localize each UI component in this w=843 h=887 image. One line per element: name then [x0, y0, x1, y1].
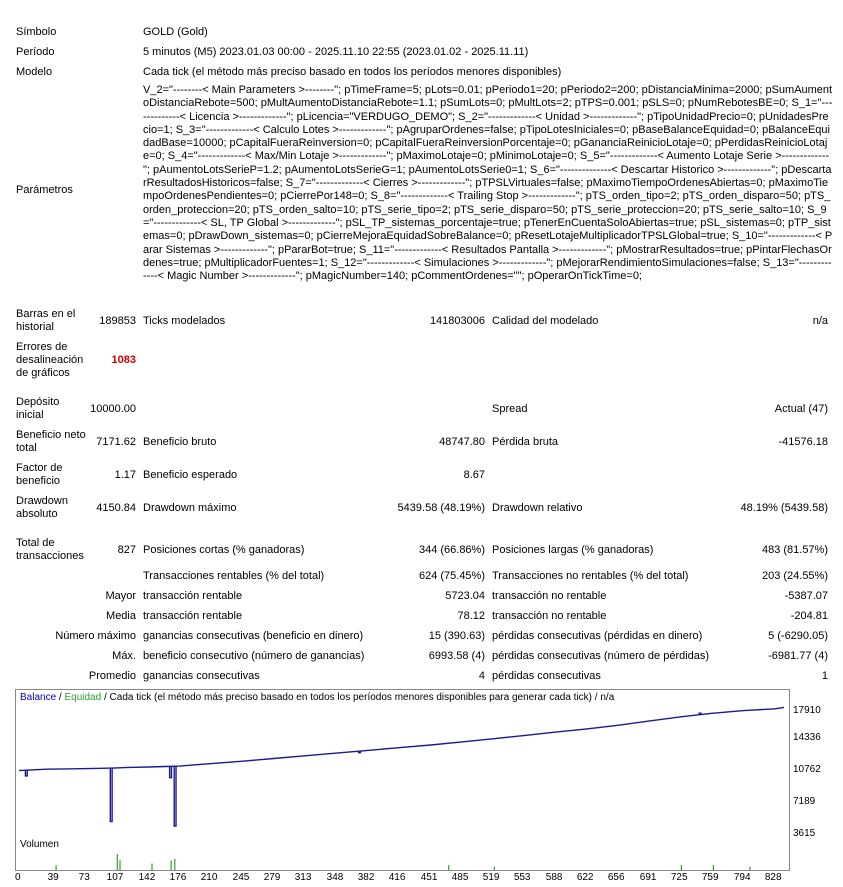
no-rentables-value: 203 (24.55%)	[761, 570, 828, 582]
x-tick-label: 519	[482, 872, 500, 883]
max-per-label: pérdidas consecutivas (número de pérdidas)	[492, 650, 710, 662]
legend-description: Cada tick (el método más preciso basado en todos los períodos menores disponibles para generar cada tick) / n/a	[109, 692, 615, 703]
y-tick-label: 14336	[793, 732, 821, 743]
simbolo-label: Símbolo	[16, 26, 57, 38]
legend-balance: Balance	[20, 692, 57, 703]
promedio-gan-label: ganancias consecutivas	[143, 670, 260, 682]
beneficio-neto-value: 7171.62	[96, 436, 136, 448]
drawdown-spike	[110, 768, 112, 822]
spread-label: Spread	[492, 403, 528, 415]
parametros-label: Parámetros	[16, 184, 73, 196]
barras-label: Barras en el historial	[16, 308, 76, 333]
drawdown-spike	[174, 766, 176, 826]
largas-label: Posiciones largas (% ganadoras)	[492, 544, 654, 556]
x-tick-label: 588	[545, 872, 563, 883]
beneficio-bruto-value: 48747.80	[439, 436, 485, 448]
periodo-label: Período	[16, 46, 55, 58]
mayor-norent-value: -5387.07	[784, 590, 828, 602]
volume-bar	[448, 865, 449, 870]
ticks-label: Ticks modelados	[143, 315, 226, 327]
media-label: Media	[106, 610, 136, 622]
x-tick-label: 416	[388, 872, 406, 883]
x-tick-label: 210	[200, 872, 218, 883]
promedio-per-value: 1	[821, 670, 828, 682]
x-tick-label: 107	[106, 872, 124, 883]
nummax-gan-value: 15 (390.63)	[428, 630, 485, 642]
drawdown-spike	[170, 766, 172, 777]
simbolo-value: GOLD (Gold)	[143, 26, 208, 38]
max-per-value: -6981.77 (4)	[768, 650, 828, 662]
nummax-per-value: 5 (-6290.05)	[768, 630, 828, 642]
x-tick-label: 142	[138, 872, 156, 883]
nummax-label: Número máximo	[55, 630, 136, 642]
y-tick-label: 17910	[793, 705, 821, 716]
media-norent-value: -204.81	[790, 610, 828, 622]
perdida-bruta-value: -41576.18	[778, 436, 828, 448]
mayor-rent-value: 5723.04	[445, 590, 485, 602]
barras-value: 189853	[99, 315, 136, 327]
media-norent-label: transacción no rentable	[492, 610, 607, 622]
volume-chart-svg	[16, 837, 789, 870]
x-tick-label: 759	[701, 872, 719, 883]
calidad-value: n/a	[812, 315, 828, 327]
balance-chart-svg	[16, 690, 789, 838]
volume-bar	[681, 865, 682, 870]
rentables-value: 624 (75.45%)	[418, 570, 485, 582]
volume-bar	[713, 865, 714, 870]
legend-separator: /	[101, 692, 110, 703]
largas-value: 483 (81.57%)	[761, 544, 828, 556]
beneficio-bruto-label: Beneficio bruto	[143, 436, 217, 448]
modelo-label: Modelo	[16, 66, 53, 78]
drawdown-spike	[25, 770, 27, 776]
dd-rel-label: Drawdown relativo	[492, 502, 583, 514]
ticks-value: 141803006	[429, 315, 485, 327]
cortas-label: Posiciones cortas (% ganadoras)	[143, 544, 305, 556]
volume-bar	[749, 867, 750, 870]
perdida-bruta-label: Pérdida bruta	[492, 436, 559, 448]
media-rent-label: transacción rentable	[143, 610, 243, 622]
x-tick-label: 691	[639, 872, 657, 883]
x-tick-label: 553	[513, 872, 531, 883]
beneficio-neto-label: Beneficio neto total	[16, 429, 86, 454]
mayor-rent-label: transacción rentable	[143, 590, 243, 602]
spread-value: Actual (47)	[774, 403, 828, 415]
y-tick-label: 10762	[793, 764, 821, 775]
x-tick-label: 73	[78, 872, 90, 883]
legend-equidad: Equidad	[64, 692, 102, 703]
x-tick-label: 622	[576, 872, 594, 883]
total-trans-value: 827	[117, 544, 136, 556]
no-rentables-label: Transacciones no rentables (% del total)	[492, 570, 689, 582]
factor-value: 1.17	[114, 469, 136, 481]
dd-abs-label: Drawdown absoluto	[16, 495, 68, 520]
x-tick-label: 656	[607, 872, 625, 883]
nummax-gan-label: ganancias consecutivas (beneficio en dinero)	[143, 630, 364, 642]
nummax-per-label: pérdidas consecutivas (pérdidas en dinero)	[492, 630, 703, 642]
volume-label: Volumen	[20, 839, 59, 850]
x-tick-label: 828	[764, 872, 782, 883]
parametros-value: V_2="--------< Main Parameters >--------"; pTimeFrame=5; pLots=0.01; pPeriodo1=20; pPeriodo2=200; pDistanciaMinima=2000; pSumAumentoDistanciaRebote=500; pMultAumentoDistanciaRebote=1.1; pSumLots=0; pMultLots=2; pTPS=0.001; pSLS=0; pNumRebotesBE=0; S_1="-------------< Licencia >-------------"; pLicencia="VERDUGO_DEMO"; S_2="-------------< Unidad >-------------"; pTipoUnidadPrecio=0; pUnidadesPrecio=1; S_3="-------------< Calculo Lotes >-------------"; pAgruparOrdenes=false; pTipoLotesIniciales=0; pBaseBalanceEquidad=0; pBalanceEquidadBase=10000; pCapitalFueraReinversion=0; pCapitalFueraReinversionPorcentaje=0; pGananciaReinicioLotaje=0; pPerdidasReinicioLotaje=0; S_4="-------------< Max/Min Lotaje >-------------"; pMaximoLotaje=0; pMinimoLotaje=0; S_5="-------------< Aumento Lotaje Serie >-------------"; pAumentoLotsSerieP=1.2; pAumentoLotsSerieG=1; pAumentoLotsSerie0=1; S_6="--------------< Descartar Historico >-------------"; pDescartarResultadosHistoricos=false; S_7="-------------< Cierres >-------------"; pTPSLVirtuales=false; pMaximoTiempoOrdenesAbiertas=0; pMaximoTiempoOrdenesPendientes=0; pCierrePor148=0; S_8="-------------< Trailing Stop >-------------"; pTS_orden_tipo=2; pTS_orden_disparo=50; pTS_orden_proteccion=20; pTS_orden_salto=10; pTS_serie_tipo=2; pTS_serie_disparo=50; pTS_serie_proteccion=20; pTS_serie_salto=10; S_9="-------------< SL, TP Global >-------------"; pSL_TP_sistemas_porcentaje=true; pTenerEnCuentaSoloAbiertas=true; pSL_sistemas=0; pTP_sistemas=0; pDrawDown_sistemas=0; pCierreMejoraEquidadSobreBalance=0; pResetLotajeMultiplicadorTPSLGlobal=true; S_10="-------------< Parar Sistemas >-------------"; pPararBot=true; S_11="-------------< Resultados Pantalla >-------------"; pMostrarResultados=true; pPintarFlechasOrdenes=true; pMultiplicadorFuentes=1; S_12="-------------< Simulaciones >-------------"; pMejorarRendimientoSimulaciones=false; S_13="-------------< Magic Number >-------------"; pMagicNumber=140; pCommentOrdenes=""; pOperarOnTickTime=0;	[143, 84, 833, 283]
x-tick-label: 245	[232, 872, 250, 883]
x-tick-label: 313	[294, 872, 312, 883]
promedio-gan-value: 4	[478, 670, 485, 682]
x-tick-label: 451	[420, 872, 438, 883]
x-tick-label: 485	[451, 872, 469, 883]
volume-bar	[494, 867, 495, 870]
dd-rel-value: 48.19% (5439.58)	[740, 502, 828, 514]
x-tick-label: 279	[263, 872, 281, 883]
dd-max-value: 5439.58 (48.19%)	[397, 502, 485, 514]
cortas-value: 344 (66.86%)	[418, 544, 485, 556]
max-label: Máx.	[112, 650, 136, 662]
x-tick-label: 382	[357, 872, 375, 883]
modelo-value: Cada tick (el método más preciso basado en todos los períodos menores disponibles)	[143, 66, 562, 78]
volume-bar	[174, 859, 175, 870]
media-rent-value: 78.12	[457, 610, 485, 622]
promedio-per-label: pérdidas consecutivas	[492, 670, 601, 682]
promedio-label: Promedio	[88, 670, 136, 682]
balance-line	[19, 707, 784, 770]
factor-label: Factor de beneficio	[16, 462, 63, 487]
total-trans-label: Total de transacciones	[16, 537, 84, 562]
volume-bar	[171, 860, 172, 870]
volume-bar	[151, 864, 152, 870]
mayor-norent-label: transacción no rentable	[492, 590, 607, 602]
balance-chart	[15, 689, 790, 839]
volume-bar	[117, 854, 118, 870]
calidad-label: Calidad del modelado	[492, 315, 599, 327]
volume-bar	[119, 860, 120, 870]
deposito-label: Depósito inicial	[16, 396, 60, 421]
deposito-value: 10000.00	[90, 403, 136, 415]
x-tick-label: 39	[47, 872, 59, 883]
x-tick-label: 725	[670, 872, 688, 883]
y-tick-label: 3615	[793, 828, 816, 839]
rentables-label: Transacciones rentables (% del total)	[143, 570, 325, 582]
volume-bar	[56, 865, 57, 870]
periodo-value: 5 minutos (M5) 2023.01.03 00:00 - 2025.11.10 22:55 (2023.01.02 - 2025.11.11)	[143, 46, 529, 58]
x-tick-label: 794	[733, 872, 751, 883]
y-tick-label: 7189	[793, 796, 816, 807]
errores-label: Errores de desalineación de gráficos	[16, 341, 84, 379]
dd-abs-value: 4150.84	[96, 502, 136, 514]
x-tick-label: 348	[326, 872, 344, 883]
esperado-value: 8.67	[463, 469, 485, 481]
x-tick-label: 0	[15, 872, 21, 883]
legend-separator: /	[56, 692, 65, 703]
volume-chart	[15, 837, 790, 871]
esperado-label: Beneficio esperado	[143, 469, 238, 481]
x-tick-label: 176	[169, 872, 187, 883]
max-ben-label: beneficio consecutivo (número de ganancias)	[143, 650, 365, 662]
mayor-label: Mayor	[105, 590, 136, 602]
errores-value: 1083	[111, 354, 136, 366]
dd-max-label: Drawdown máximo	[143, 502, 237, 514]
max-ben-value: 6993.58 (4)	[428, 650, 485, 662]
